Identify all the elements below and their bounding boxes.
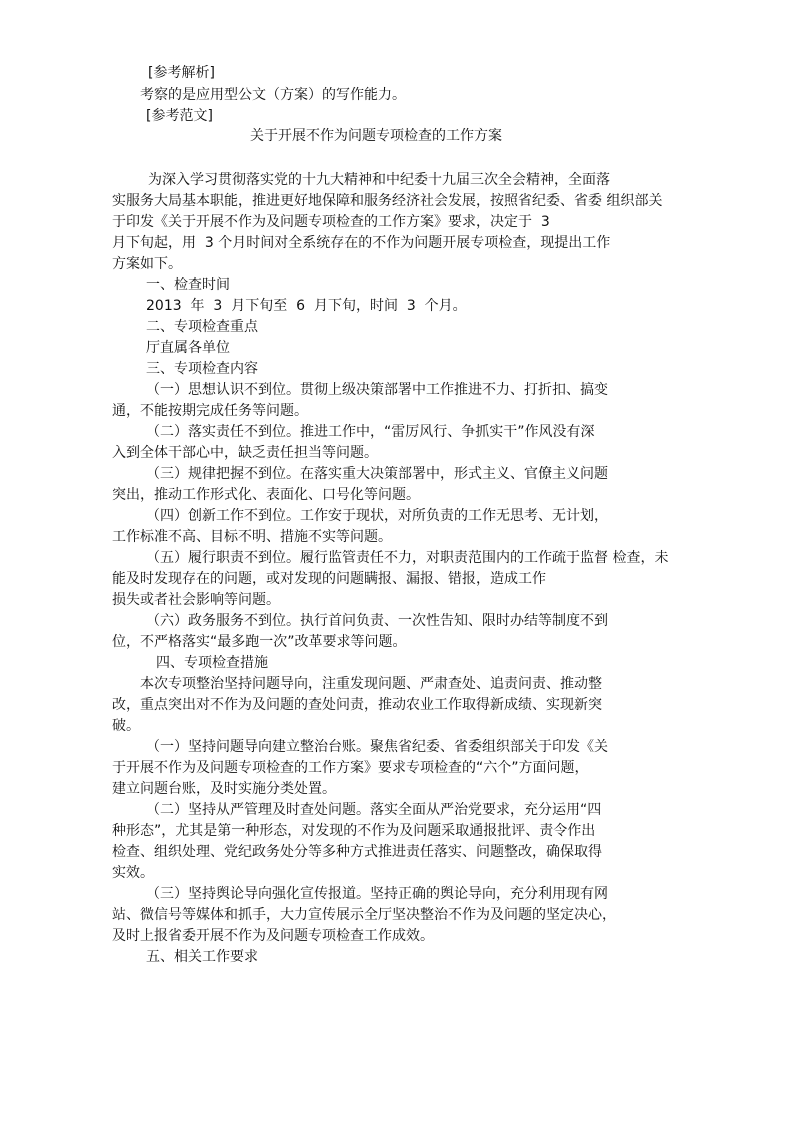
body-line: 实效。 xyxy=(112,865,154,881)
body-line: 本次专项整治坚持问题导向，注重发现问题、严肃查处、追责问责、推动整 xyxy=(140,676,602,692)
body-line: 于开展不作为及问题专项检查的工作方案》要求专项检查的“六个”方面问题， xyxy=(112,760,589,776)
body-line: 突出，推动工作形式化、表面化、口号化等问题。 xyxy=(112,487,420,503)
body-line: 能及时发现存在的问题，或对发现的问题瞒报、漏报、错报，造成工作 xyxy=(112,571,546,587)
body-line: 入到全体干部心中，缺乏责任担当等问题。 xyxy=(112,445,378,461)
body-line: （一）思想认识不到位。贯彻上级决策部署中工作推进不力、打折扣、搞变 xyxy=(146,382,608,398)
body-line: 破。 xyxy=(112,718,140,734)
body-line: 改，重点突出对不作为及问题的查处问责，推动农业工作取得新成绩、实现新突 xyxy=(112,697,602,713)
ref-analysis-label: [参考解析] xyxy=(148,65,215,81)
body-line: 建立问题台账，及时实施分类处置。 xyxy=(112,781,336,797)
body-line: 实服务大局基本职能，推进更好地保障和服务经济社会发展，按照省纪委、省委 组织部关 xyxy=(112,193,663,209)
body-line: （二）坚持从严管理及时查处问题。落实全面从严治党要求，充分运用“四 xyxy=(146,802,602,818)
body-line: 检查、组织处理、党纪政务处分等多种方式推进责任落实、问题整改，确保取得 xyxy=(112,844,602,860)
body-line: （一）坚持问题导向建立整治台账。聚焦省纪委、省委组织部关于印发《关 xyxy=(146,739,608,755)
section-heading: 三、专项检查内容 xyxy=(146,361,258,377)
body-line: 通，不能按期完成任务等问题。 xyxy=(112,403,308,419)
body-line: 种形态”，尤其是第一种形态，对发现的不作为及问题采取通报批评、责令作出 xyxy=(112,823,596,839)
body-line: （三）坚持舆论导向强化宣传报道。坚持正确的舆论导向，充分利用现有网 xyxy=(146,886,608,902)
body-line: （四）创新工作不到位。工作安于现状，对所负责的工作无思考、无计划， xyxy=(146,508,608,524)
body-line: 工作标准不高、目标不明、措施不实等问题。 xyxy=(112,529,392,545)
body-line: 于印发《关于开展不作为及问题专项检查的工作方案》要求，决定于 3 xyxy=(112,214,550,230)
body-line: 厅直属各单位 xyxy=(146,340,230,356)
doc-title: 关于开展不作为问题专项检查的工作方案 xyxy=(250,128,502,144)
section-heading: 二、专项检查重点 xyxy=(146,319,258,335)
body-line: 方案如下。 xyxy=(112,256,182,272)
body-line: （二）落实责任不到位。推进工作中，“雷厉风行、争抓实干”作风没有深 xyxy=(146,424,595,440)
body-line: 站、微信号等媒体和抓手，大力宣传展示全厅坚决整治不作为及问题的坚定决心， xyxy=(112,907,616,923)
body-line: 为深入学习贯彻落实党的十九大精神和中纪委十九届三次全会精神，全面落 xyxy=(148,172,610,188)
body-line: 位，不严格落实“最多跑一次”改革要求等问题。 xyxy=(112,634,407,650)
body-line: （三）规律把握不到位。在落实重大决策部署中，形式主义、官僚主义问题 xyxy=(146,466,608,482)
body-line: （五）履行职责不到位。履行监管责任不力，对职责范围内的工作疏于监督 检查，未 xyxy=(146,550,669,566)
ref-sample-label: [参考范文] xyxy=(146,108,213,124)
body-line: （六）政务服务不到位。执行首问负责、一次性告知、限时办结等制度不到 xyxy=(146,613,608,629)
body-line: 2013 年 3 月下旬至 6 月下旬，时间 3 个月。 xyxy=(146,298,467,314)
body-line: 月下旬起，用 3 个月时间对全系统存在的不作为问题开展专项检查，现提出工作 xyxy=(112,235,611,251)
section-heading: 四、专项检查措施 xyxy=(156,655,268,671)
body-line: 损失或者社会影响等问题。 xyxy=(112,592,280,608)
body-line: 及时上报省委开展不作为及问题专项检查工作成效。 xyxy=(112,928,434,944)
section-heading: 五、相关工作要求 xyxy=(146,949,258,965)
analysis-text: 考察的是应用型公文（方案）的写作能力。 xyxy=(140,87,406,103)
section-heading: 一、检查时间 xyxy=(146,277,230,293)
